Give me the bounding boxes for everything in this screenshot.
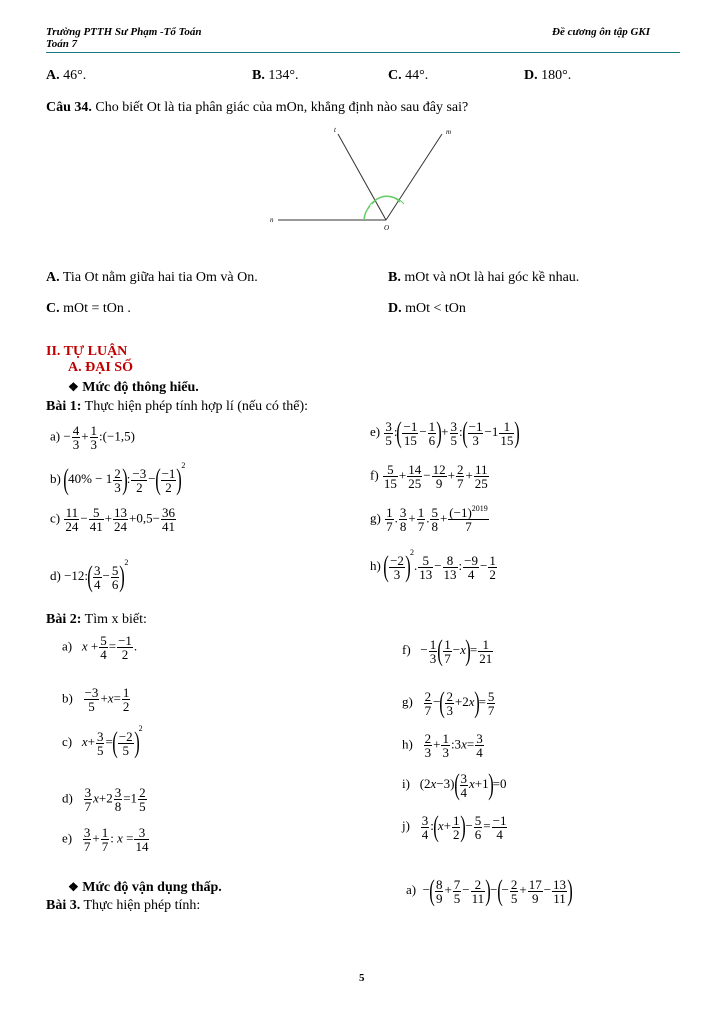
label-o: O (384, 224, 390, 232)
bai2-j: j) $\frac{3}{4}$ :(x+ $\frac{1}{2}$ )− $\frac{5}{6}$ = $\frac{-1}{4}$ (402, 810, 507, 843)
bai1-a: a) − $\frac{4}{3}$ + $\frac{1}{3}$ :(−1,5) (50, 423, 135, 452)
page-number: 5 (359, 972, 365, 984)
bai1-b: b) (40% − 1 $\frac{2}{3}$ ): $\frac{-3}{2}$ −( $\frac{-1}{2}$ )$^2$ (50, 461, 186, 496)
diamond-icon: ❖ (68, 880, 79, 894)
bai2-e: e) $\frac{3}{7}$ + $\frac{1}{7}$ : x = $\frac{3}{14}$ (62, 825, 149, 854)
section-subtitle: A. ĐẠI SỐ (68, 360, 133, 375)
q33-option-a: A. 46°. (46, 68, 87, 83)
bai1-f: f) $\frac{5}{15}$ + $\frac{14}{25}$ − $\frac{12}{9}$ + $\frac{2}{7}$ + $\frac{11}{25}$ (370, 462, 488, 491)
bai2-g: g) $\frac{2}{7}$ −( $\frac{2}{3}$ +2x)= $\frac{5}{7}$ (402, 686, 495, 719)
level-heading-1: ❖ Mức độ thông hiểu. (68, 380, 199, 395)
bai2-b: b) $\frac{-3}{5}$ +x= $\frac{1}{2}$ (62, 685, 130, 714)
header-subject: Toán 7 (46, 38, 78, 50)
bai2-d: d) $\frac{3}{7}$ x+2 $\frac{3}{8}$ =1 $\frac{2}{5}$ (62, 785, 146, 814)
bai2-i: i) (2x−3)( $\frac{3}{4}$ x+1)=0 (402, 768, 507, 801)
bai1-g: g) $\frac{1}{7}$ . $\frac{3}{8}$ + $\frac{1}{7}$ . $\frac{5}{8}$ + $\frac{(-1)^{2019}}{7}$ (370, 504, 488, 534)
bai2-c: c) x+ $\frac{3}{5}$ =( $\frac{-2}{5}$ )$^2$ (62, 724, 143, 759)
q33-option-c: C. 44°. (388, 68, 429, 83)
level-heading-2: ❖ Mức độ vận dụng thấp. (68, 880, 222, 895)
q34-stem: Câu 34. Cho biết Ot là tia phân giác của mOn, khẳng định nào sau đây sai? (46, 100, 469, 115)
bai3-heading: Bài 3. Thực hiện phép tính: (46, 898, 201, 913)
bai2-f: f) − $\frac{1}{3}$ ( $\frac{1}{7}$ −x)= $\frac{1}{21}$ (402, 634, 493, 667)
q33-option-d: D. 180°. (524, 68, 572, 83)
q34-option-c: C. mOt = tOn . (46, 301, 131, 316)
angle-figure (260, 122, 460, 234)
header-title: Đề cương ôn tập GKI (552, 26, 651, 38)
label-t: t (334, 126, 336, 134)
bai1-c: c) $\frac{11}{24}$ − $\frac{5}{41}$ + $\frac{13}{24}$ +0,5− $\frac{36}{41}$ (50, 505, 175, 534)
bai1-e: e) $\frac{3}{5}$ :( $\frac{-1}{15}$ − $\frac{1}{6}$ )+ $\frac{3}{5}$ :( $\frac{-1}{3}$ −1 $\frac{1}{15}$ ) (370, 416, 521, 449)
label-m: m (446, 128, 452, 136)
bai1-d: d) −12:( $\frac{3}{4}$ − $\frac{5}{6}$ )$^2$ (50, 558, 129, 593)
q33-option-b: B. 134°. (252, 68, 299, 83)
diamond-icon: ❖ (68, 380, 79, 394)
q34-option-d: D. mOt < tOn (388, 301, 466, 316)
header-school: Trường PTTH Sư Phạm -Tổ Toán (46, 26, 202, 38)
bai2-heading: Bài 2: Tìm x biết: (46, 612, 147, 627)
q34-option-a: A. Tia Ot nằm giữa hai tia Om và On. (46, 270, 258, 285)
section-title: II. TỰ LUẬN (46, 344, 128, 359)
label-n: n (270, 216, 274, 224)
bai1-h: h) ( $\frac{-2}{3}$ )$^2$. $\frac{5}{13}$ − $\frac{8}{13}$ : $\frac{-9}{4}$ − $\frac{1}{2}$ (370, 548, 496, 583)
bai2-h: h) $\frac{2}{3}$ + $\frac{1}{3}$ :3x= $\frac{3}{4}$ (402, 731, 483, 760)
bai1-heading: Bài 1: Thực hiện phép tính hợp lí (nếu có thể): (46, 399, 309, 414)
bai3-a: a) −( $\frac{8}{9}$ + $\frac{7}{5}$ − $\frac{2}{11}$ )−(− $\frac{2}{5}$ + $\frac{17}{9}$ − $\frac{13}{11}$ ) (406, 874, 573, 907)
header-rule (46, 52, 680, 53)
bai2-a: a) x + $\frac{5}{4}$ = $\frac{-1}{2}$ . (62, 633, 138, 662)
q34-option-b: B. mOt và nOt là hai góc kề nhau. (388, 270, 580, 285)
